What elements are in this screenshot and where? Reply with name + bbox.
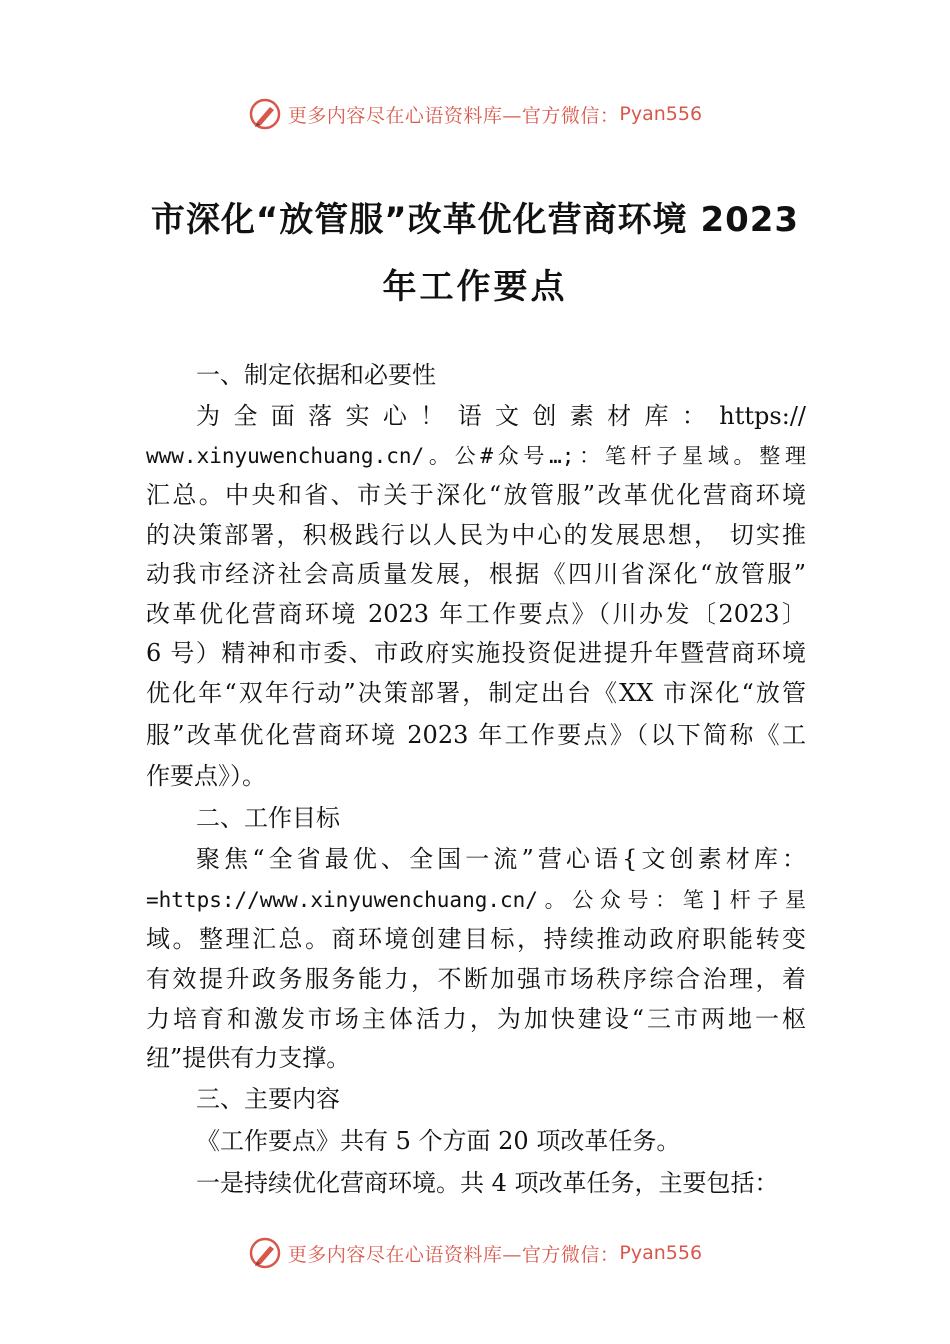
paragraph-2-line: 聚焦“全省最优、全国一流”营心语{文创素材库： [196, 845, 806, 873]
banner-wechat-id: Pyan556 [619, 1242, 703, 1264]
paragraph-2-line: 纽”提供有力支撑。 [146, 1044, 351, 1072]
paragraph-2-line: =https://www.xinyuwenchuang.cn/。公众号：笔]杆子星 [146, 888, 806, 912]
header-banner [0, 94, 950, 134]
pen-logo-icon [248, 97, 282, 131]
paragraph-1-line: www.xinyuwenchuang.cn/。公#众号…;：笔杆子星域。整理 [146, 444, 806, 468]
document-title-line-2: 年工作要点 [382, 267, 568, 307]
footer-banner [0, 1233, 950, 1273]
section-heading-1: 一、制定依据和必要性 [196, 361, 436, 389]
paragraph-2-line: 有效提升政务服务能力，不断加强市场秩序综合治理，着 [146, 965, 806, 993]
section-heading-2: 二、工作目标 [196, 804, 340, 832]
paragraph-1-line: 优化年“双年行动”决策部署，制定出台《XX 市深化“放管 [146, 679, 806, 707]
paragraph-4: 一是持续优化营商环境。共 4 项改革任务，主要包括： [196, 1169, 779, 1197]
paragraph-1-line: 汇总。中央和省、市关于深化“放管服”改革优化营商环境 [146, 481, 806, 509]
paragraph-1-line: 6 号）精神和市委、市政府实施投资促进提升年暨营商环境 [146, 639, 806, 667]
paragraph-3: 《工作要点》共有 5 个方面 20 项改革任务。 [196, 1127, 681, 1155]
paragraph-1-line: 的决策部署，积极践行以人民为中心的发展思想， 切实推 [146, 521, 806, 549]
paragraph-1-line: 为全面落实心！语文创素材库：https:// [196, 402, 806, 430]
paragraph-2-line: 力培育和激发市场主体活力，为加快建设“三市两地一枢 [146, 1005, 806, 1033]
banner-wechat-id: Pyan556 [619, 103, 703, 125]
paragraph-1-line: 动我市经济社会高质量发展，根据《四川省深化“放管服” [146, 560, 806, 588]
paragraph-2-line: 域。整理汇总。商环境创建目标，持续推动政府职能转变 [146, 925, 806, 953]
pen-logo-icon [248, 1236, 282, 1270]
paragraph-1-line: 改革优化营商环境 2023 年工作要点》（川办发〔2023〕 [146, 600, 806, 628]
banner-text: 更多内容尽在心语资料库—官方微信： [287, 1243, 620, 1266]
section-heading-3: 三、主要内容 [196, 1085, 340, 1113]
document-title-line-1: 市深化“放管服”改革优化营商环境 2023 [150, 200, 800, 240]
banner-text: 更多内容尽在心语资料库—官方微信： [287, 104, 620, 127]
paragraph-1-line: 服”改革优化营商环境 2023 年工作要点》（以下简称《工 [146, 721, 806, 749]
paragraph-1-line: 作要点》）。 [146, 762, 266, 790]
